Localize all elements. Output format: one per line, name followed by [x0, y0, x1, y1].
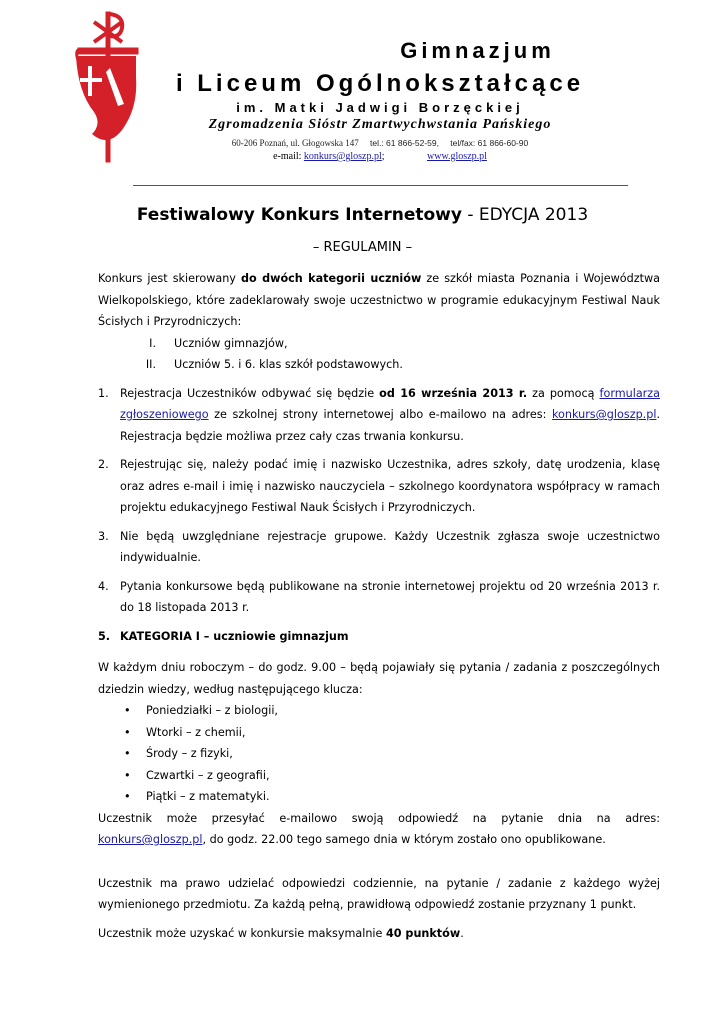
list-item: • Piątki – z matematyki. [98, 786, 660, 808]
list-item: • Wtorki – z chemii, [98, 722, 660, 744]
rule-4 [98, 576, 660, 619]
rule-text: Pytania konkursowe będą publikowane na stronie internetowej projektu od 20 września 2013 r. do 18 listopada 2013 r. [120, 579, 660, 614]
crossbar [78, 48, 138, 54]
answer-text: , do godz. 22.00 tego samego dnia w którym zostało ono opublikowane. [202, 833, 606, 846]
document-title [0, 205, 725, 225]
banner-shape [76, 56, 136, 140]
rule-number: 2. [98, 458, 109, 471]
rule-text: Rejestrując się, należy podać imię i nazwisko Uczestnika, adres szkoły, datę urodzenia, klasę oraz adres e-mail i imię i nazwisko nauczyciela – szkolnego koordynatora współpracy w ramach projektu edukacyjnego Festiwal Nauk Ścisłych i Przyrodniczych. [120, 458, 660, 514]
school-logo [58, 8, 158, 168]
email-separator: ; [381, 151, 385, 162]
rule-bold: od 16 września 2013 r. [379, 386, 528, 400]
school-name-line2: i Liceum Ogólnokształcące [175, 70, 585, 97]
registration-form-link[interactable]: formularza zgłoszeniowego [120, 386, 660, 421]
telephone: tel.: 61 866-52-59, [370, 138, 439, 148]
intro-paragraph [98, 268, 660, 333]
rules-list [98, 383, 660, 648]
max-text: . [460, 926, 464, 940]
answer-paragraph [98, 808, 660, 851]
rule-text: ze szkolnej strony internetowej albo e-mailowo na adres: [208, 408, 552, 421]
max-text: Uczestnik może uzyskać w konkursie maksymalnie [98, 926, 386, 940]
header-email-link[interactable]: konkurs@gloszp.pl [303, 151, 382, 162]
rule-number: 5. [98, 629, 111, 643]
max-points: 40 punktów [385, 926, 461, 940]
list-number: II. [145, 358, 156, 371]
intro-text-2: ze szkół miasta Poznania i Województwa Wielkopolskiego, które zadeklarowały swoje uczestnictwo w programie edukacyjnym Festiwal Nauk Ścisłych i Przyrodniczych: [98, 272, 660, 328]
address: 60-206 Poznań, ul. Głogowska 147 [231, 138, 359, 148]
rule-number: 4. [98, 579, 109, 593]
intro-bold: do dwóch kategorii uczniów [241, 272, 422, 285]
document-body [98, 268, 660, 944]
list-item: • Środy – z fizyki, [98, 743, 660, 765]
rule-number: 3. [98, 529, 109, 543]
category-intro: W każdym dniu roboczym – do godz. 9.00 – będą pojawiały się pytania / zadania z poszczególnych dziedzin wiedzy, według następującego klucza: [98, 661, 660, 696]
title-edition: - EDYCJA 2013 [461, 205, 589, 225]
telfax: tel/fax: 61 866-60-90 [450, 138, 529, 148]
rule-text: Nie będą uwzględniane rejestracje grupowe. Każdy Uczestnik zgłasza swoje uczestnictwo indywidualnie. [120, 529, 660, 564]
answer-email-link[interactable]: konkurs@gloszp.pl [98, 833, 203, 846]
rule-text: . Rejestracja będzie możliwa przez cały czas trwania konkursu. [120, 408, 660, 443]
list-item: • Poniedziałki – z biologii, [98, 700, 660, 722]
document-subtitle: – REGULAMIN – [312, 240, 413, 255]
weekday-list [98, 700, 660, 808]
list-item [98, 354, 660, 376]
rule-3 [98, 526, 660, 569]
list-item [98, 333, 660, 355]
intro-text-1: Konkurs jest skierowany [98, 272, 241, 285]
address-line [160, 138, 600, 148]
points-paragraph: Uczestnik ma prawo udzielać odpowiedzi codziennie, na pytanie / zadanie z każdego wyżej wymienionego przedmiotu. Za każdą pełną, prawidłową odpowiedź zostanie przyznany 1 punkt. [98, 876, 660, 911]
school-name-line1: Gimnazjum [400, 38, 555, 63]
category-list [98, 333, 660, 376]
rule-1 [98, 383, 660, 448]
rule-number: 1. [98, 386, 109, 400]
rule-text: Rejestracja Uczestników odbywać się będzie [120, 386, 380, 400]
website-link[interactable]: www.gloszp.pl [427, 151, 487, 162]
contact-line [160, 151, 600, 162]
rule-heading: KATEGORIA I – uczniowie gimnazjum [120, 629, 349, 643]
list-item: • Czwartki – z geografii, [98, 765, 660, 787]
rule-5 [98, 626, 660, 648]
list-text: Uczniów gimnazjów, [174, 336, 288, 350]
header-divider [133, 185, 628, 186]
rule-email-link[interactable]: konkurs@gloszp.pl [551, 408, 657, 421]
title-main: Festiwalowy Konkurs Internetowy [136, 205, 462, 225]
email-label: e-mail: [273, 151, 302, 162]
list-number: I. [149, 336, 156, 350]
list-text: Uczniów 5. i 6. klas szkół podstawowych. [174, 358, 403, 371]
congregation-name: Zgromadzenia Sióstr Zmartwychwstania Pańskiego [208, 117, 552, 132]
rule-2 [98, 454, 660, 519]
max-points-paragraph [98, 923, 660, 945]
rule-text: za pomocą [527, 386, 600, 400]
answer-text: Uczestnik może przesyłać e-mailowo swoją odpowiedź na pytanie dnia na adres: [98, 811, 660, 825]
school-patron: im. Matki Jadwigi Borzęckiej [236, 100, 524, 115]
